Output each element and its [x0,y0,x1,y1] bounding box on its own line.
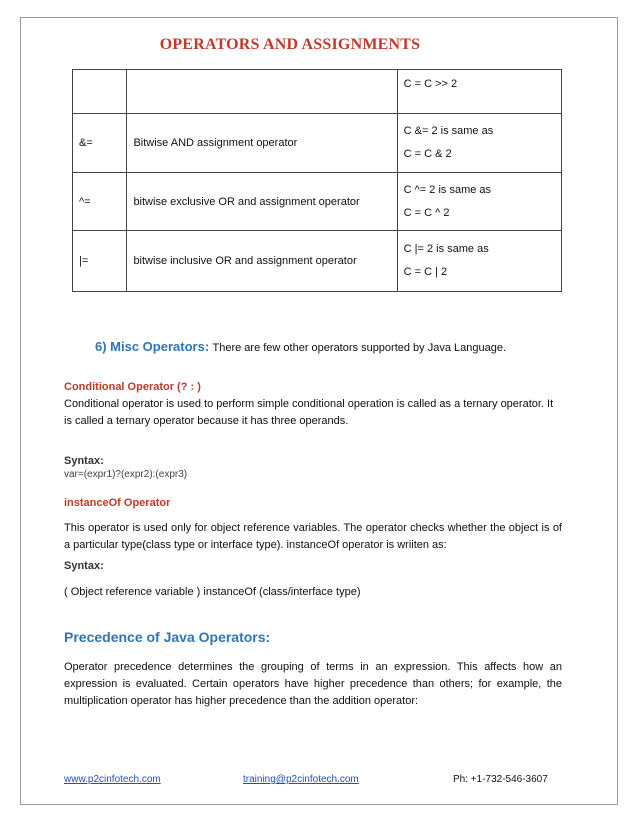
example-cell [397,173,561,231]
precedence-text: Operator precedence determines the grouping of terms in an expression. This affects how an expression is evaluated. Certain operators have higher precedence than others; for example, the multiplication operator has higher precedence than the addition operator: [64,661,562,707]
example-line: C = C & 2 [403,148,452,160]
example-line: C = C ^ 2 [403,206,450,219]
example-line: C = C >> 2 [403,78,458,90]
conditional-operator-text: Conditional operator is used to perform simple conditional operation is called as a ternary operator. It is called a ternary operator because it has three operands. [64,398,554,427]
operators-table [72,69,562,292]
example-cell [397,114,561,173]
misc-heading-intro: There are few other operators supported by Java Language. [212,342,507,354]
example-line: C ^= 2 is same as [403,183,492,196]
operator-cell: &= [73,114,127,173]
operator-cell: |= [73,231,127,292]
misc-heading-title: 6) Misc Operators: [95,339,210,354]
footer-phone: Ph: +1-732-546-3607 [453,774,548,785]
website-link[interactable]: www.p2cinfotech.com [64,774,161,785]
email-link[interactable]: training@p2cinfotech.com [243,774,359,785]
instanceof-syntax-code: ( Object reference variable ) instanceOf (class/interface type) [64,586,361,598]
description-cell: Bitwise AND assignment operator [127,114,397,173]
example-line: C &= 2 is same as [403,125,494,137]
conditional-syntax-label: Syntax: [64,455,104,467]
example-cell [397,231,561,292]
table-row [73,231,562,292]
operator-cell: ^= [73,173,127,231]
table-row [73,173,562,231]
footer-website[interactable] [64,774,161,785]
page-title: OPERATORS AND ASSIGNMENTS [159,36,421,53]
table-row [73,114,562,173]
description-cell: bitwise inclusive OR and assignment operator [127,231,397,292]
description-cell [127,70,397,114]
conditional-syntax-code: var=(expr1)?(expr2):(expr3) [64,469,188,480]
operator-cell [73,70,127,114]
example-cell [397,70,561,114]
description-cell: bitwise exclusive OR and assignment operator [127,173,397,231]
precedence-heading: Precedence of Java Operators: [64,629,271,645]
example-line: C |= 2 is same as [403,243,489,255]
instanceof-heading: instanceOf Operator [64,497,171,509]
table-row [73,70,562,114]
instanceof-syntax-label: Syntax: [64,560,104,572]
footer-email[interactable] [243,774,359,785]
misc-operators-heading [95,339,506,354]
example-line: C = C | 2 [403,266,448,278]
conditional-operator-heading: Conditional Operator (? : ) [64,381,201,393]
instanceof-text: This operator is used only for object reference variables. The operator checks whether the object is of a particular type(class type or interface type). instanceOf operator is wriiten as: [64,522,562,551]
